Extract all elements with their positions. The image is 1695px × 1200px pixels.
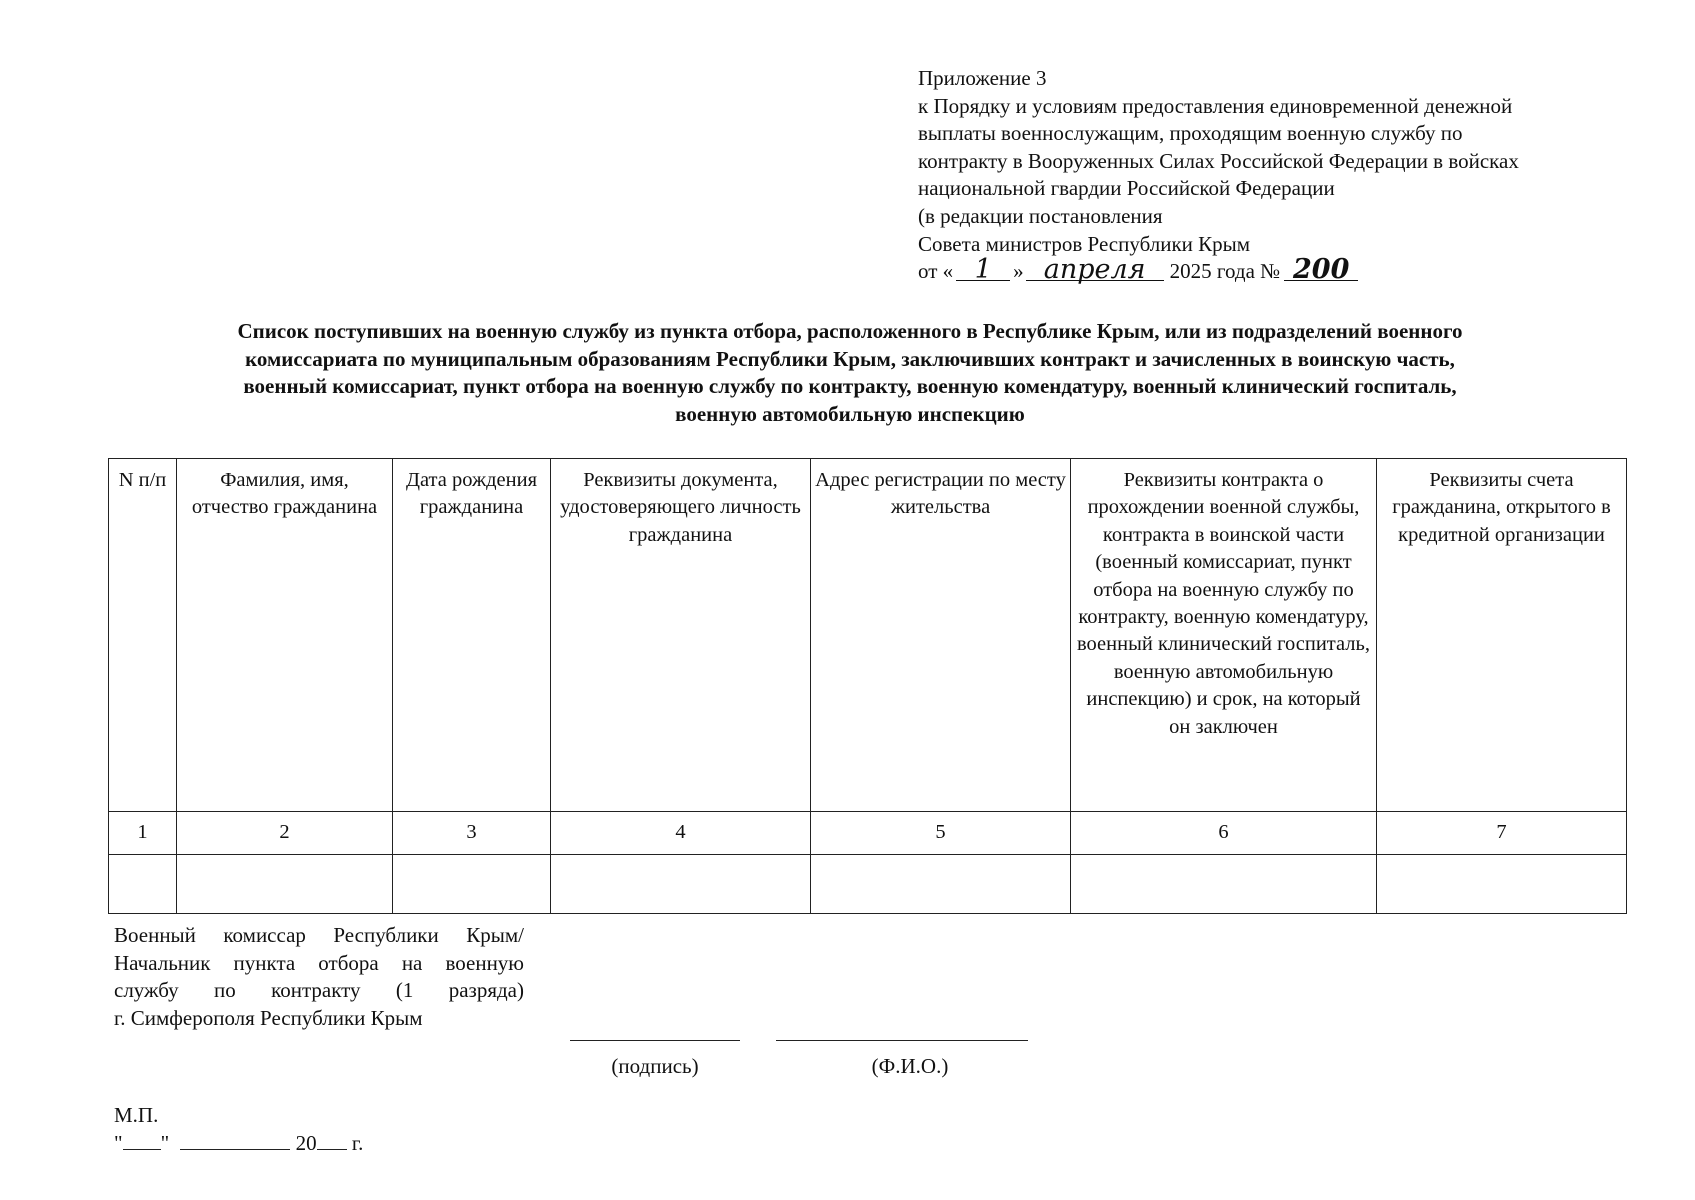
- appendix-line: Приложение 3: [918, 66, 1047, 90]
- handwritten-month: апреля: [1026, 260, 1164, 281]
- handwritten-resolution-number: 200: [1284, 260, 1358, 281]
- year-prefix: 20: [295, 1131, 317, 1155]
- empty-cell[interactable]: [811, 855, 1071, 914]
- signature-line[interactable]: [570, 1040, 740, 1041]
- column-number-row: [109, 812, 1627, 855]
- header-bank-account: Реквизиты счета гражданина, открытого в кредитной организации: [1377, 459, 1627, 812]
- recruits-table: [108, 458, 1627, 914]
- column-number: 6: [1071, 812, 1377, 855]
- full-name-line[interactable]: [776, 1040, 1028, 1041]
- signer-line: Военный комиссар Республики Крым/: [114, 923, 524, 947]
- date-close-quote: »: [1013, 259, 1024, 284]
- date-prefix: от «: [918, 259, 954, 284]
- appendix-line: к Порядку и условиям предоставления единовременной денежной: [918, 93, 1513, 118]
- handwritten-day: 1: [956, 260, 1010, 281]
- signer-line: службу по контракту (1 разряда): [114, 978, 524, 1003]
- appendix-line: национальной гвардии Российской Федерации: [918, 176, 1335, 201]
- header-contract-details: Реквизиты контракта о прохождении военной службы, контракта в воинской части (военный комиссариат, пункт отбора на военную службу по контракту, военную комендатуру, военный клинический госпиталь, военную автомобильную инспекцию) и срок, на который он заключен: [1071, 459, 1377, 812]
- header-identity-document: Реквизиты документа, удостоверяющего личность гражданина: [551, 459, 811, 812]
- column-number: 3: [393, 812, 551, 855]
- column-number: 7: [1377, 812, 1627, 855]
- year-blank[interactable]: [317, 1131, 347, 1150]
- date-year-text: 2025 года №: [1169, 259, 1281, 284]
- table-header-row: [109, 459, 1627, 812]
- day-blank[interactable]: [123, 1131, 161, 1150]
- year-suffix: г.: [351, 1131, 364, 1155]
- full-name-label: (Ф.И.О.): [871, 1054, 949, 1078]
- empty-cell[interactable]: [109, 855, 177, 914]
- appendix-line: выплаты военнослужащим, проходящим военную службу по: [918, 121, 1463, 146]
- table-row: [109, 855, 1627, 914]
- stamp-place: М.П.: [114, 1103, 159, 1127]
- date-quote-open: ": [114, 1131, 123, 1155]
- sign-date-line: [114, 1130, 363, 1158]
- signer-line: г. Симферополя Республики Крым: [114, 1005, 423, 1030]
- header-birth-date: Дата рождения гражданина: [393, 459, 551, 812]
- month-blank[interactable]: [180, 1131, 290, 1150]
- column-number: 4: [551, 812, 811, 855]
- column-number: 1: [109, 812, 177, 855]
- date-quote-close: ": [160, 1131, 170, 1155]
- empty-cell[interactable]: [1071, 855, 1377, 914]
- empty-cell[interactable]: [1377, 855, 1627, 914]
- empty-cell[interactable]: [551, 855, 811, 914]
- title-line: Список поступивших на военную службу из пункта отбора, расположенного в Республике Крым, или из подразделений военного: [237, 319, 1463, 343]
- column-number: 2: [177, 812, 393, 855]
- title-line: военный комиссариат, пункт отбора на военную службу по контракту, военную комендатуру, военный клинический госпиталь,: [243, 374, 1457, 398]
- appendix-line: (в редакции постановления: [918, 203, 1163, 228]
- header-number: N п/п: [109, 459, 177, 812]
- document-title: [120, 318, 1580, 428]
- header-full-name: Фамилия, имя, отчество гражданина: [177, 459, 393, 812]
- appendix-block: [918, 65, 1638, 286]
- signer-title: [114, 922, 524, 1032]
- header-registration-address: Адрес регистрации по месту жительства: [811, 459, 1071, 812]
- empty-cell[interactable]: [393, 855, 551, 914]
- signature-label: (подпись): [611, 1054, 699, 1078]
- column-number: 5: [811, 812, 1071, 855]
- signer-line: Начальник пункта отбора на военную: [114, 950, 524, 975]
- empty-cell[interactable]: [177, 855, 393, 914]
- appendix-line: Совета министров Республики Крым: [918, 231, 1251, 256]
- title-line: комиссариата по муниципальным образованиям Республики Крым, заключивших контракт и зачисленных в воинскую часть,: [245, 346, 1455, 371]
- title-line: военную автомобильную инспекцию: [675, 401, 1025, 426]
- appendix-line: контракту в Вооруженных Силах Российской Федерации в войсках: [918, 148, 1519, 173]
- resolution-date-line: [918, 254, 1638, 286]
